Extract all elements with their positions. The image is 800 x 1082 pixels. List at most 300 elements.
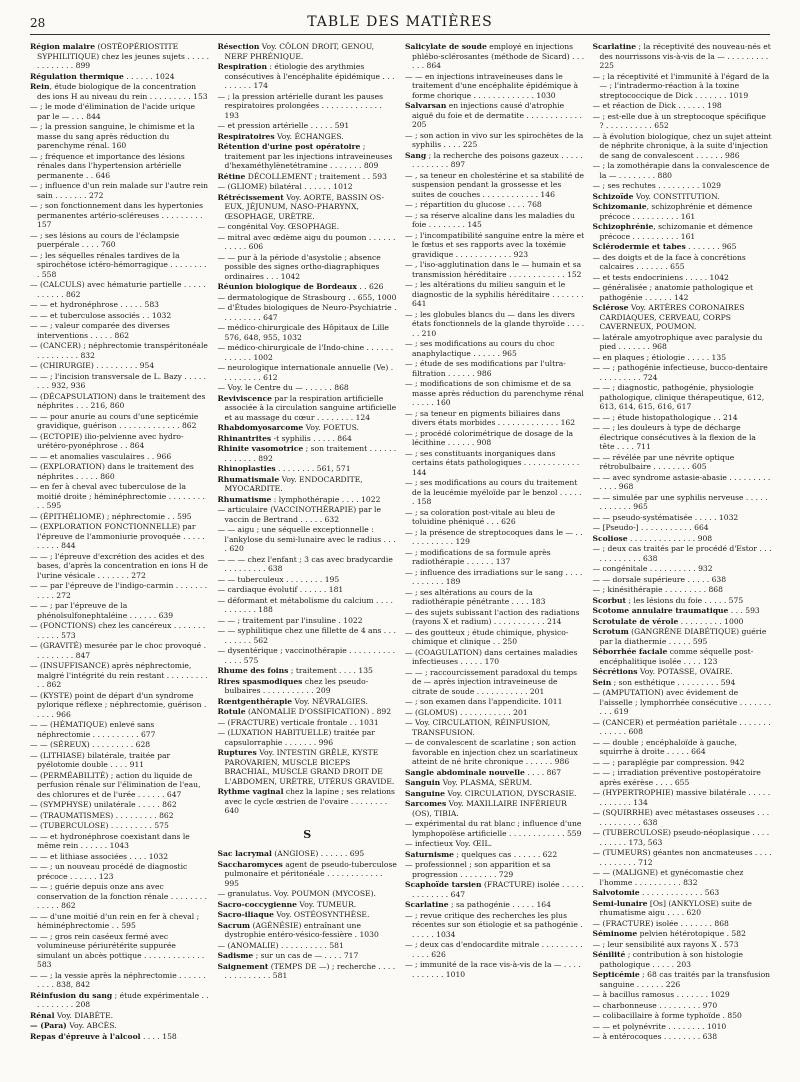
- index-entry: [593, 413, 773, 423]
- index-entry: [30, 720, 210, 739]
- index-entry-text: — à bacillus ramosus . . . . . . . 1029: [592, 990, 730, 999]
- index-entry-heading: Sanguin: [405, 778, 441, 787]
- index-entry: [593, 768, 773, 787]
- index-entry: [30, 412, 210, 431]
- index-entry: [405, 260, 585, 279]
- index-entry: [218, 889, 398, 899]
- index-entry-text: — (SYMPHYSE) unilatérale . . . . . 862: [30, 800, 177, 809]
- index-entry: [30, 800, 210, 810]
- index-entry-heading: Sacrum: [217, 920, 251, 930]
- index-entry-text: . . . . . . . . . 1000: [678, 616, 744, 626]
- index-entry: [405, 211, 585, 230]
- index-entry: [593, 513, 773, 523]
- index-entry: [593, 202, 773, 221]
- index-entry-text: — des doigts et de la face à concrétions calcaires . . . . . . . 655: [592, 252, 746, 271]
- index-entry-text: — neurologique internationale annuelle (Ve) . . . . . . . . . 612: [217, 363, 394, 382]
- index-entry: [218, 62, 398, 91]
- index-entry: [30, 751, 210, 770]
- index-entry: [593, 42, 773, 71]
- index-entry: [30, 852, 210, 862]
- header-rule: [30, 34, 770, 35]
- index-entry-text: — ; fréquence et importance des lésions rénales dans l'hypertension artérielle permanente . . 646: [30, 151, 185, 180]
- index-entry-text: . . . . . . . . 561, 571: [275, 464, 351, 473]
- index-entry-text: — ; immunité de la race vis-à-vis de la — . . . . . . . . . . . 1010: [405, 960, 581, 979]
- index-entry: [30, 201, 210, 230]
- index-entry-text: ; les lésions du foie . . . . . 575: [626, 595, 744, 605]
- index-entry: [218, 718, 398, 728]
- index-entry-heading: Rétention d'urine post opératoire: [217, 142, 361, 151]
- index-entry-text: — (INSUFFISANCE) après néphrectomie, malgré l'intégrité du rein restant . . . . . . . . . . . 862: [30, 661, 208, 689]
- index-entry-heading: Sanguine: [405, 788, 445, 798]
- index-entry-heading: Séminome: [592, 929, 638, 938]
- index-entry-text: — — syphilitique chez une fillette de 4 ans . . . . . . . . . 562: [217, 626, 396, 645]
- index-entry: [218, 910, 398, 920]
- index-entry-text: Voy. ÉCHANGES.: [274, 131, 344, 141]
- index-entry: [30, 971, 210, 990]
- index-entry: [30, 181, 210, 200]
- index-entry: [30, 862, 210, 881]
- index-entry-text: par la respiration artificielle associée à la circulation sanguine artificielle et au massage du cœur . . . . . . . . 124: [224, 393, 397, 422]
- index-entry: [593, 899, 773, 918]
- index-entry-text: — — ; un nouveau procédé de diagnostic précoce . . . . . . 123: [30, 862, 188, 881]
- index-entry-text: — ; kinésithérapie . . . . . . . . . 868: [592, 585, 723, 594]
- index-entry-text: — (TUMEURS) géantes non ancmateuses . . . . . . . . . . . . 712: [592, 848, 772, 867]
- index-entry-text: — — d'une moitié d'un rein en fer à cheval ; héminéphrectomie . . 595: [30, 911, 200, 930]
- index-entry-text: (GANGRÈNE DIABÉTIQUE) guérie par la diathermie . . . . . 595: [599, 627, 767, 646]
- index-entry: [593, 667, 773, 677]
- index-entry: [405, 738, 585, 767]
- index-entry: [593, 678, 773, 688]
- index-entry: [593, 575, 773, 585]
- index-entry-heading: Schizophrénie: [592, 222, 654, 231]
- index-entry: [30, 452, 210, 462]
- index-entry: [218, 233, 398, 252]
- index-entry-text: — Voy. CIRCULATION, RÉINFUSION, TRANSFUSION.: [405, 718, 551, 737]
- index-entry-text: ; la réceptivité des nouveau-nés et des nourrissons vis-à-vis de la — . . . . . . . . . 225: [599, 42, 771, 70]
- index-entry: [405, 900, 585, 910]
- index-entry-heading: Séborrhée faciale: [592, 647, 668, 656]
- index-entry: [30, 102, 210, 121]
- index-entry: [593, 181, 773, 191]
- index-entry-text: — (COAGULATION) dans certaines maladies infectieuses . . . . . 170: [405, 647, 578, 666]
- index-entry-text: Voy. ABCÈS.: [66, 1021, 117, 1030]
- index-entry: [593, 564, 773, 574]
- index-entry-heading: Sénilité: [592, 950, 626, 959]
- index-entry: [593, 929, 773, 939]
- index-entry-text: — (GLOMUS) . . . . . . . . . . . 201: [405, 707, 528, 717]
- index-entry-text: Voy. TUMEUR.: [297, 899, 357, 909]
- index-entry: [218, 495, 398, 505]
- index-entry-text: — — double ; encéphaloïde à gauche, squirrhe à droite . . . . . 664: [592, 737, 737, 756]
- index-entry: [30, 1021, 210, 1031]
- index-entry-text: — et pression artérielle . . . . . 591: [217, 121, 350, 130]
- index-entry-heading: Reviviscence: [217, 393, 272, 403]
- index-entry: [405, 42, 585, 71]
- index-entry-heading: Rénal: [30, 1010, 55, 1020]
- index-entry: [593, 718, 773, 737]
- index-entry-text: — ; ses lésions au cours de l'éclampsie puerpérale . . . . 760: [30, 230, 180, 249]
- index-entry: [405, 200, 585, 210]
- index-entry: [405, 880, 585, 899]
- index-entry: [218, 646, 398, 665]
- index-entry: [593, 493, 773, 512]
- index-entry: [405, 911, 585, 940]
- index-entry: [218, 383, 398, 393]
- index-entry-heading: Rythme vaginal: [217, 787, 284, 796]
- index-entry-text: — ; la réceptivité et l'immunité à l'égard de la — ; l'intradermo-réaction à la toxine streptococcique de Dick . . . . . . . 1019: [592, 71, 770, 100]
- index-entry-heading: Sang: [405, 150, 427, 160]
- index-entry-heading: Sac lacrymal: [217, 849, 272, 858]
- index-entry-text: . . . . 158: [140, 1031, 177, 1041]
- index-entry: [405, 449, 585, 478]
- index-entry-text: — (KYSTE) point de départ d'un syndrome pylorique réflexe ; néphrectomie, guérison . . . . . 966: [30, 690, 207, 719]
- index-entry-text: — cardiaque évolutif . . . . . . 181: [217, 585, 344, 594]
- index-entry: [30, 581, 210, 600]
- index-entry-heading: Semi-lunaire: [592, 898, 648, 908]
- index-entry: [405, 548, 585, 567]
- index-entry-text: . . . . 867: [524, 767, 562, 777]
- index-entry-text: — — ; irradiation préventive postopératoire après exérèse . . . . 655: [592, 768, 761, 787]
- index-entry: [218, 951, 398, 961]
- index-entry: [30, 341, 210, 360]
- index-entry: [218, 555, 398, 574]
- index-entry: [30, 361, 210, 371]
- index-entry: [593, 453, 773, 472]
- index-entry-text: (ANOMALIE D'OSSIFICATION) . 892: [245, 707, 392, 716]
- index-entry: [218, 323, 398, 342]
- index-entry-heading: Scarlatine: [405, 900, 449, 909]
- index-entry: [30, 740, 210, 750]
- index-entry: [405, 101, 585, 130]
- index-entry: [30, 82, 210, 101]
- index-entry: [593, 1011, 773, 1021]
- index-entry-text: — dermatologique de Strasbourg . . 655, 1000: [217, 292, 397, 302]
- index-column-2: [218, 42, 398, 1078]
- index-entry-text: ; sa pathogénie . . . . . 164: [448, 900, 551, 909]
- index-entry-text: — Voy. le Centre du — . . . . . . 868: [217, 383, 349, 392]
- index-entry: [405, 72, 585, 101]
- index-entry-text: ; quelques cas . . . . . . 622: [453, 849, 558, 859]
- index-entry-text: — — et hydronéphrose . . . . . 583: [30, 300, 159, 309]
- index-entry: [218, 193, 398, 222]
- index-entry: [593, 303, 773, 332]
- index-entry: [30, 661, 210, 690]
- index-entry: [593, 383, 773, 412]
- index-entry-heading: Schizomanie: [592, 202, 647, 211]
- index-entry-text: — — tuberculeux . . . . . . . . 195: [217, 574, 340, 584]
- index-entry-text: Voy. ENDOCARDITE, MYOCARDITE.: [224, 474, 363, 493]
- index-entry-heading: Salvotomie: [592, 888, 640, 897]
- index-entry: [218, 121, 398, 131]
- index-entry: [30, 991, 210, 1010]
- index-entry-heading: Salvarsan: [405, 101, 447, 110]
- index-entry-text: — ; ses rechutes . . . . . . . . . 1029: [592, 181, 721, 190]
- index-entry: [593, 788, 773, 807]
- index-entry: [593, 606, 773, 616]
- index-entry: [593, 647, 773, 666]
- index-entry-text: — ; la pression sanguine, le chimisme et la masse du sang après réduction du parenchyme rénal. 160: [30, 122, 195, 150]
- index-entry: [218, 505, 398, 524]
- index-entry-text: Voy. ARTÈRES CORONAIRES CARDIAQUES, CERVEAU, CORPS CAVERNEUX, POUMON.: [599, 303, 745, 331]
- index-entry: [30, 251, 210, 280]
- index-entry-text: — de convalescent de scarlatine ; son action favorable en injection chez un scarlatineux atteint de né hrite chronique . . . . . . 986: [405, 738, 578, 766]
- index-entry: [30, 512, 210, 522]
- index-entry-text: — ; leur sensibilité aux rayons X . 573: [592, 939, 739, 949]
- index-entry: [30, 311, 210, 321]
- index-entry: [593, 273, 773, 283]
- index-entry-text: pelvien hétérotopique . 582: [637, 929, 746, 938]
- index-entry-text: ; 68 cas traités par la transfusion sanguine . . . . . . 226: [599, 970, 771, 989]
- index-entry-text: — ; est-elle due à un streptocoque spécifique ? . . . . . . . . . . 652: [592, 111, 766, 130]
- index-entry: [405, 960, 585, 979]
- index-entry-text: — ; deux cas traités par le procédé d'Estor . . . . . . . . . . . . 638: [592, 544, 772, 563]
- index-entry-text: — (HYPERTROPHIE) massive bilatérale . . . . . . . . . . . . 134: [592, 788, 771, 807]
- index-entry: [30, 392, 210, 411]
- index-entry-text: , étude biologique de la concentration des ions H au niveau du rein . . . . . . . . . 153: [37, 82, 208, 101]
- index-entry: [593, 242, 773, 252]
- index-entry-text: — ; le mode d'élimination de l'acide urique par le — . . . 844: [30, 102, 196, 121]
- index-entry-text: — — pur à la période d'asystolie ; absence possible des signes ortho-diagraphiques ordinaires . . . 1042: [217, 252, 381, 281]
- index-entry: [218, 728, 398, 747]
- index-entry-heading: Rhabdomyosarcome: [217, 423, 304, 432]
- index-entry-text: — médico-chirurgicale de l'Indo-chine . . . . . . . . . . . . 1002: [217, 343, 394, 362]
- index-entry-text: Voy. POTASSE, OVAIRE.: [637, 667, 733, 676]
- index-entry-text: — ; procédé colorimétrique de dosage de la lécithine . . . . . . 908: [405, 428, 574, 447]
- index-entry: [405, 819, 585, 838]
- index-entry-text: — ; sa réserve alcaline dans les maladies du foie . . . . . . . . 145: [405, 210, 575, 229]
- index-entry-text: — — par l'épreuve de l'indigo-carmin . . . . . . . . . . . 272: [30, 581, 208, 600]
- index-entry: [405, 508, 585, 527]
- index-entry-heading: Schizoïde: [592, 191, 634, 201]
- index-entry-text: . . . . . . 1024: [123, 71, 175, 81]
- index-entry: [30, 72, 210, 82]
- index-entry: [593, 132, 773, 161]
- index-entry: [405, 359, 585, 378]
- index-entry: [30, 832, 210, 851]
- index-entry-text: — — et anomalies vasculaires . . 966: [30, 451, 172, 461]
- index-entry-heading: Sécrétions: [592, 667, 638, 676]
- index-entry-text: — ; influence des irradiations sur le sang . . . . . . . . . . . 189: [405, 567, 583, 586]
- index-entry: [218, 677, 398, 696]
- index-entry: [593, 544, 773, 563]
- index-entry: [218, 787, 398, 816]
- index-entry: [405, 708, 585, 718]
- index-entry-heading: Respiratoires: [217, 131, 275, 141]
- index-entry: [405, 789, 585, 799]
- index-entry: [593, 688, 773, 717]
- index-entry-text: — — ; raccourcissement paradoxal du temps de — après injection intraveineuse de citrate de soude . . . . . . . . . . . 201: [405, 667, 578, 696]
- index-entry: [593, 868, 773, 887]
- index-entry-text: — (AMPUTATION) avec évidement de l'aisselle ; lymphorrhée consécutive . . . . . . . . . . 619: [592, 688, 772, 716]
- index-entry-heading: Ruptures: [217, 748, 257, 757]
- index-entry: [593, 534, 773, 544]
- index-entry-text: (OSTÉOPÉRIOSTITE SYPHILITIQUE) chez les jeunes sujets . . . . . . . . . . . . . 899: [37, 42, 210, 70]
- index-entry-text: — (DÉCAPSULATION) dans le traitement des néphrites . . . 216, 860: [30, 391, 206, 410]
- index-entry: [218, 303, 398, 322]
- index-entry-text: ; son esthétique . . . . . . . . . 594: [611, 677, 736, 687]
- index-entry: [218, 42, 398, 61]
- index-entry-heading: Sarcomes: [405, 799, 447, 808]
- index-entry-heading: Sclérose: [592, 303, 629, 312]
- index-entry-text: — (LUXATION HABITUELLE) traitée par capsulorraphie . . . . . . . 996: [217, 728, 375, 747]
- index-entry-text: — , l'iso-agglutination dans le — humain et sa transmission héréditaire . . . . . . . . . . . . 152: [405, 260, 582, 279]
- index-entry: [30, 152, 210, 181]
- index-entry: [30, 641, 210, 660]
- index-entry-text: — — pour anurie au cours d'une septicémie gravidique, guérison . . . . . . . . . . . . . 862: [30, 411, 199, 430]
- index-entry-text: , schizomanie et démence précoce . . . . . . . . . . 161: [599, 222, 753, 241]
- index-entry-text: — (PERMÉABILITÉ) ; action du liquide de perfusion rénale sur l'élimination de l'eau, des chlorures et de l'urée . . . . . . 647: [30, 770, 201, 799]
- index-entry-text: — — (MALIGNE) et gynécomastie chez l'homme . . . . . . . . . . 832: [592, 868, 744, 887]
- index-entry-text: employé en injections phlébo-sclérosantes (méthode de Sicard) . . . . . . 864: [412, 42, 585, 70]
- index-entry-text: — (CANCER) ; néphrectomie transpéritonéale . . . . . . . . . 832: [30, 341, 208, 360]
- index-entry-heading: Rhumatismale: [217, 474, 280, 484]
- index-entry: [405, 799, 585, 818]
- index-entry-text: Voy. AORTE, BASSIN OS-EUX, JÉJUNUM, NASO-PHARYNX, ŒSOPHAGE, URÈTRE.: [224, 192, 385, 221]
- index-entry-heading: Rétrécissement: [217, 192, 284, 202]
- index-entry: [405, 151, 585, 170]
- index-entry: [593, 758, 773, 768]
- index-entry-heading: Rœntgenthérapie: [217, 696, 293, 706]
- index-entry: [405, 429, 585, 448]
- index-entry: [593, 808, 773, 827]
- index-entry-text: — — ; les douleurs à type de décharge électrique consécutives à la flexion de la tête . . . . 711: [592, 423, 756, 451]
- index-entry: [593, 919, 773, 929]
- index-entry: [593, 990, 773, 1000]
- index-entry-text: — (TUBERCULOSE) . . . . . . . . . 575: [30, 821, 169, 830]
- index-entry-text: — — ; traitement par l'insuline . 1022: [217, 615, 363, 625]
- index-entry: [30, 300, 210, 310]
- index-entry: [593, 253, 773, 272]
- index-entry-text: — ; l'incompatibilité sanguine entre la mère et le fœtus et ses rapports avec la toxémie gravidique . . . . . . . . . . . . 923: [405, 230, 585, 259]
- index-entry-text: Voy. FOETUS.: [303, 423, 359, 432]
- index-entry: [30, 882, 210, 911]
- index-entry-text: — des goutteux ; étude chimique, physico-chimique et clinique . . 250: [405, 627, 569, 646]
- index-entry-text: ; la recherche des poisons gazeux . . . . . . . . . . . . . 897: [412, 150, 583, 169]
- index-entry: [30, 821, 210, 831]
- index-entry-text: Voy. CÔLON DROIT, GENOU, NERF PHRÉNIQUE.: [224, 42, 375, 61]
- index-entry-text: — ; les globules blancs du — dans les divers états fonctionnels de la glande thyroïde . . . . . . 210: [405, 309, 585, 338]
- index-entry-text: — — ; l'épreuve d'excrétion des acides et des bases, d'après la concentration en ions H de l'urine vésicale . . . . . . . 272: [30, 551, 208, 580]
- index-entry: [218, 343, 398, 362]
- index-entry-heading: Sacro-coccygienne: [217, 899, 297, 909]
- index-entry: [405, 409, 585, 428]
- index-entry: [218, 423, 398, 433]
- index-entry: [218, 585, 398, 595]
- index-entry: [405, 280, 585, 309]
- index-entry: [593, 828, 773, 847]
- index-entry-text: Voy. NÉVRALGIES.: [292, 696, 368, 706]
- index-entry-text: ; contribution à son histologie pathologique . . . . . 203: [599, 950, 744, 969]
- index-entry: [405, 339, 585, 358]
- index-entry-text: — (EXPLORATION) dans le traitement des néphrites . . . . . 860: [30, 462, 194, 481]
- index-entry-heading: Réunion biologique de Bordeaux: [217, 282, 357, 291]
- index-entry: [593, 585, 773, 595]
- index-entry-text: — (EXPLORATION FONCTIONNELLE) par l'épreuve de l'ammoniurie provoquée . . . . . . . . . . 844: [30, 522, 205, 550]
- index-entry-heading: Région malaire: [30, 42, 96, 51]
- index-entry: [30, 912, 210, 931]
- index-entry: [593, 1001, 773, 1011]
- index-entry: [405, 528, 585, 547]
- index-entry-text: — (SQUIRRHE) avec métastases osseuses . . . . . . . . . . . . 638: [592, 808, 770, 827]
- index-entry-text: ; traitement . . . . 135: [288, 666, 373, 675]
- index-entry: [593, 950, 773, 969]
- index-entry-text: — à évolution biologique, chez un sujet atteint de néphrite chronique, à la suite d'injection de sang de convalescent . . . . . . 986: [592, 131, 772, 160]
- index-entry: [593, 353, 773, 363]
- index-entry-heading: Rotule: [217, 707, 246, 716]
- index-entry: [30, 462, 210, 481]
- index-entry: [218, 282, 398, 292]
- index-entry-text: — médico-chirurgicale des Hôpitaux de Lille 576, 648, 955, 1032: [217, 323, 389, 342]
- index-entry: [218, 525, 398, 554]
- index-entry: [593, 161, 773, 180]
- index-entry: [30, 231, 210, 250]
- index-entry-text: — ; influence d'un rein malade sur l'autre rein sain . . . . . . . 272: [30, 181, 209, 200]
- index-entry-heading: Sclérodermie et tabes: [592, 242, 686, 251]
- index-entry-text: — colibacillaire à forme typhoïde . 850: [592, 1011, 742, 1020]
- index-entry-text: — — et tuberculose associés . . 1032: [30, 310, 172, 320]
- index-entry: [218, 142, 398, 171]
- index-entry-text: — ; la zomothérapie dans la convalescence de la — . . . . . . . . 880: [592, 161, 770, 180]
- index-entry-text: — [Pseudo-] . . . . . . . . . . . 664: [592, 523, 709, 532]
- index-entry-text: , schizophrénie et démence précoce . . . . . . . . . . 161: [599, 202, 753, 221]
- index-entry: [405, 171, 585, 200]
- index-entry-text: Voy. OSTÉOSYNTHÈSE.: [273, 910, 370, 919]
- index-column-1: [30, 42, 210, 1078]
- index-entry-text: — et réaction de Dick . . . . . . 198: [592, 101, 722, 110]
- index-entry-text: — en plaques ; étiologie . . . . . 135: [592, 352, 727, 362]
- index-entry: [405, 768, 585, 778]
- index-entry-text: — congénital Voy. ŒSOPHAGE.: [217, 222, 340, 231]
- index-entry-text: — ; les séquelles rénales tardives de la spirochétose ictéro-hémorragique . . . . . . . . . 558: [30, 250, 207, 279]
- index-entry-heading: Réinfusion du sang: [30, 990, 113, 1000]
- index-entry-text: — (LITHIASE) bilatérale, traitée par pyélotomie double . . . . 911: [30, 750, 171, 769]
- index-entry: [218, 697, 398, 707]
- index-entry-text: (ANGIOSE) . . . . . . 695: [271, 849, 365, 858]
- index-entry: [593, 970, 773, 989]
- index-entry-text: . . . . . . . . . . . . . 563: [639, 888, 720, 897]
- index-entry-text: — — révélée par une névrite optique rétrobulbaire . . . . . . . . 605: [592, 452, 735, 471]
- index-entry: [405, 588, 585, 607]
- index-entry-heading: Scorbut: [592, 595, 627, 605]
- index-entry: [218, 596, 398, 615]
- index-entry-text: — ; sa teneur en pigments biliaires dans divers états morbides . . . . . . . . . . . . . 162: [405, 408, 576, 427]
- index-entry-heading: Saturnisme: [405, 849, 454, 859]
- index-entry-heading: Scaphoïde tarsien: [405, 880, 482, 889]
- index-entry: [593, 848, 773, 867]
- index-entry: [30, 552, 210, 581]
- index-entry-text: — ; deux cas d'endocardite mitrale . . . . . . . . . . . . . 626: [405, 940, 583, 959]
- index-entry: [593, 738, 773, 757]
- index-entry-text: — (ECTOPIE) ilio-pelvienne avec hydro-urétéro-pyonéphrose . . 864: [30, 431, 184, 450]
- index-entry-text: — (GRAVITÉ) mesurée par le choc provoqué . . . . . . . . . 847: [30, 641, 206, 660]
- index-entry-text: ; sur un cas de — . . . . 717: [253, 951, 359, 960]
- index-entry-text: — (CHIRURGIE) . . . . . . . . . 954: [30, 361, 155, 370]
- index-entry-heading: Scoliose: [592, 533, 628, 543]
- index-entry-heading: Scotome annulaire traumatique: [592, 606, 729, 615]
- index-entry: [218, 253, 398, 282]
- index-entry: [218, 707, 398, 717]
- index-entry-text: — (ÉPITHÉLIOME) ; néphrectomie . . 595: [30, 511, 192, 521]
- index-entry: [30, 601, 210, 620]
- index-entry: [405, 608, 585, 627]
- index-entry-heading: Sein: [592, 677, 612, 687]
- index-entry-text: — d'Études biologiques de Neuro-Psychiatrie . . . . . . . . . 647: [217, 303, 397, 322]
- index-entry-text: — (FRACTURE) verticale frontale . . 1031: [217, 717, 379, 727]
- index-entry: [405, 940, 585, 959]
- index-entry-text: — (GLIOME) bilatéral . . . . . . 1012: [217, 182, 353, 191]
- index-entry: [30, 621, 210, 640]
- index-columns: [30, 42, 772, 1078]
